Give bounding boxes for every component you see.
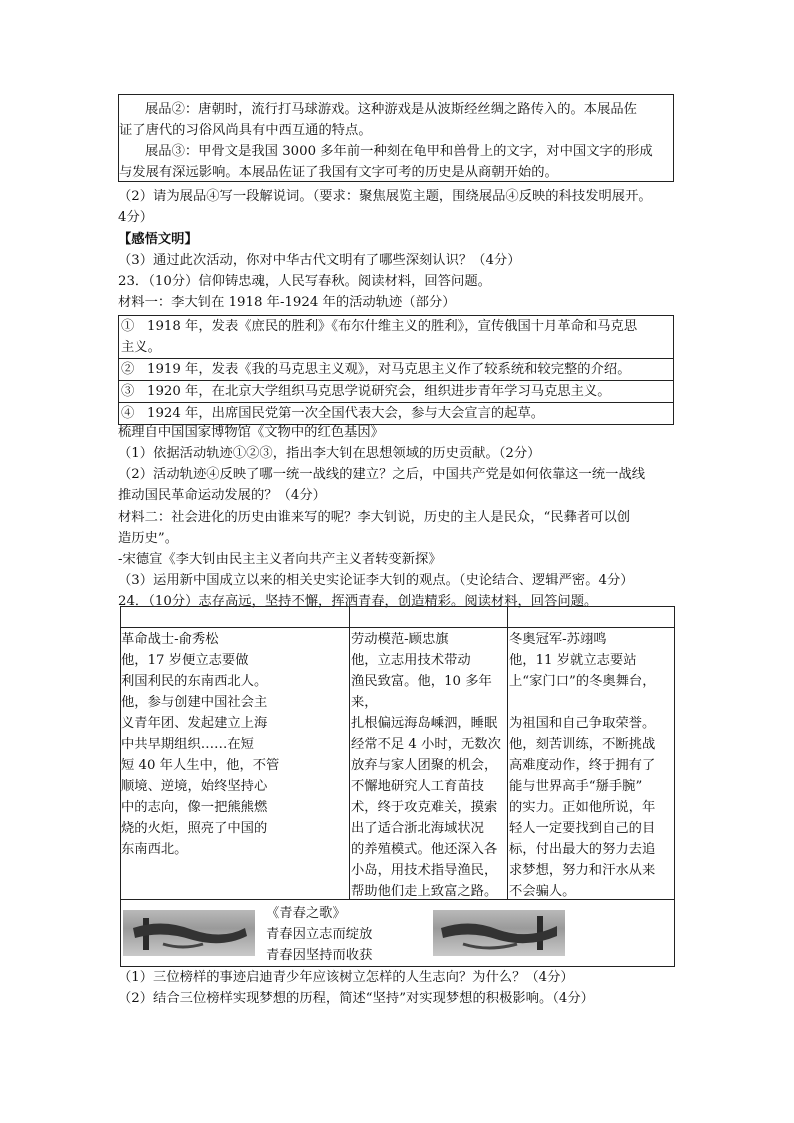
q22-sub2: （2）请为展品④写一段解说词。（要求：聚焦展览主题，围绕展品④反映的科技发明展开。 [118,189,652,204]
column-line: 中的志向，像一把熊熊燃 [121,800,268,815]
calligraphy-icon [433,910,565,956]
row-number: ① [121,319,135,334]
source-note: -宋德宣《李大钊由民主主义者向共产主义者转变新探》 [118,552,442,567]
column-line: 他，17 岁便立志要做 [121,653,249,668]
calligraphy-image-right [433,910,565,956]
q23-intro: 23．（10分）信仰铸忠魂，人民写春秋。阅读材料，回答问题。 [118,274,491,289]
column-line: 轻人一定要找到自己的目 [509,821,656,836]
q23-sub2: （2）活动轨迹④反映了哪一统一战线的建立？之后，中国共产党是如何依靠这一统一战线 [118,467,646,482]
table-row [119,381,674,403]
poem-line: 青春因立志而绽放 [266,927,373,942]
role-model-table [120,606,675,967]
row-number: ④ [121,406,135,421]
column-title: 革命战士-俞秀松 [121,632,219,647]
q24-sub1: （1）三位榜样的事迹启迪青少年应该树立怎样的人生志向？为什么？（4分） [118,970,574,985]
q23-sub3: （3）运用新中国成立以来的相关史实论证李大钊的观点。（史论结合、逻辑严密。4分） [118,573,634,588]
column-line: 帮助他们走上致富之路。 [351,884,498,899]
column-line: 能与世界高手“掰手腕” [509,779,643,794]
box-line: 展品②：唐朝时，流行打马球游戏。这种游戏是从波斯经丝绸之路传入的。本展品佐 [145,102,637,117]
box-line: 与发展有深远影响。本展品佐证了我国有文字可考的历史是从商朝开始的。 [119,165,558,180]
q22-sub2-cont: 4分） [118,210,154,225]
column-line: 小岛，用技术指导渔民， [351,863,498,878]
column-divider [507,607,508,899]
q22-sub3: （3）通过此次活动，你对中华古代文明有了哪些深刻认识？（4分） [118,253,521,268]
column-line: 他，刻苦训练，不断挑战 [509,737,656,752]
column-line: 求梦想，努力和汗水从来 [509,863,656,878]
q24-intro: 24．（10分）志存高远，坚持不懈，挥洒青春，创造精彩。阅读材料，回答问题。 [118,594,598,609]
column-line: 来， [351,695,378,710]
section-heading: 【感悟文明】 [118,232,198,247]
column-line: 上“家门口”的冬奥舞台， [509,674,656,689]
column-line: 顺境、逆境，始终坚持心 [121,779,268,794]
column-title: 劳动模范-顾忠旗 [351,632,449,647]
column-line: 的实力。正如他所说，年 [509,800,656,815]
poem-title: 《青春之歌》 [266,906,346,921]
calligraphy-icon [123,910,255,956]
column-line: 扎根偏远海岛嵊泗，睡眠 [351,716,498,731]
material2: 材料二：社会进化的历史由谁来写的呢？李大钊说，历史的主人是民众，“民彝者可以创 [118,510,631,525]
column-su-yiming [509,629,656,902]
q23-sub2-cont: 推动国民革命运动发展的？（4分） [118,488,326,503]
column-line: 他，11 岁就立志要站 [509,653,637,668]
column-line: 渔民致富。他，10 多年 [351,674,492,689]
activity-table [118,315,674,425]
column-title: 冬奥冠军-苏翊鸣 [509,632,607,647]
row-text: 1924 年，出席国民党第一次全国代表大会，参与大会宣言的起草。 [146,406,545,421]
exhibit-description-box [118,94,674,182]
column-line: 为祖国和自己争取荣誉。 [509,716,656,731]
column-gu-zhongqi [351,629,501,902]
column-line: 术，终于攻克难关，摸索 [351,800,498,815]
table-row [119,316,674,359]
column-line: 他，立志用技术带动 [351,653,471,668]
column-line: 标，付出最大的努力去追 [509,842,656,857]
column-divider [349,607,350,899]
row-text: 1918 年，发表《庶民的胜利》《布尔什维主义的胜利》，宣传俄国十月革命和马克思 [146,319,638,334]
row-number: ② [121,362,135,377]
column-line: 放弃与家人团聚的机会， [351,758,498,773]
row-text: 1920 年，在北京大学组织马克思学说研究会，组织进步青年学习马克思主义。 [146,384,611,399]
source-note: 梳理自中国国家博物馆《文物中的红色基因》 [118,425,384,440]
row-number: ③ [121,384,135,399]
q23-sub1: （1）依据活动轨迹①②③，指出李大钊在思想领域的历史贡献。（2分） [118,446,541,461]
column-line: 经常不足 4 小时，无数次 [351,737,501,752]
box-line: 证了唐代的习俗风尚具有中西互通的特点。 [119,123,372,138]
row-text-cont: 主义。 [121,340,161,355]
column-line: 烧的火炬，照亮了中国的 [121,821,268,836]
material2-cont: 造历史”。 [118,531,178,546]
column-line: 短 40 年人生中，他，不管 [121,758,280,773]
column-line: 东南西北。 [121,842,188,857]
column-yu-xiusong [121,629,279,860]
column-line [509,692,656,713]
poem-line: 青春因坚持而收获 [266,948,373,963]
column-line: 不懈地研究人工育苗技 [351,779,484,794]
q24-sub2: （2）结合三位榜样实现梦想的历程，简述“坚持”对实现梦想的积极影响。（4分） [118,991,594,1006]
column-line: 中共早期组织‥‥‥在短 [121,737,254,752]
table-header-row [121,607,674,628]
material1-title: 材料一：李大钊在 1918 年-1924 年的活动轨迹（部分） [118,295,456,310]
column-line: 高难度动作，终于拥有了 [509,758,656,773]
column-line: 不会骗人。 [509,884,576,899]
column-line: 出了适合浙北海域状况 [351,821,484,836]
column-line: 的养殖模式。他还深入各 [351,842,498,857]
row-text: 1919 年，发表《我的马克思主义观》，对马克思主义作了较系统和较完整的介绍。 [146,362,631,377]
poem-block [266,903,372,966]
calligraphy-image-left [123,910,255,956]
column-line: 他，参与创建中国社会主 [121,695,268,710]
table-row [119,359,674,381]
column-line: 义青年团、发起建立上海 [121,716,268,731]
box-line: 展品③：甲骨文是我国 3000 多年前一种刻在龟甲和兽骨上的文字，对中国文字的形成 [145,144,653,159]
column-line: 利国利民的东南西北人。 [121,674,268,689]
